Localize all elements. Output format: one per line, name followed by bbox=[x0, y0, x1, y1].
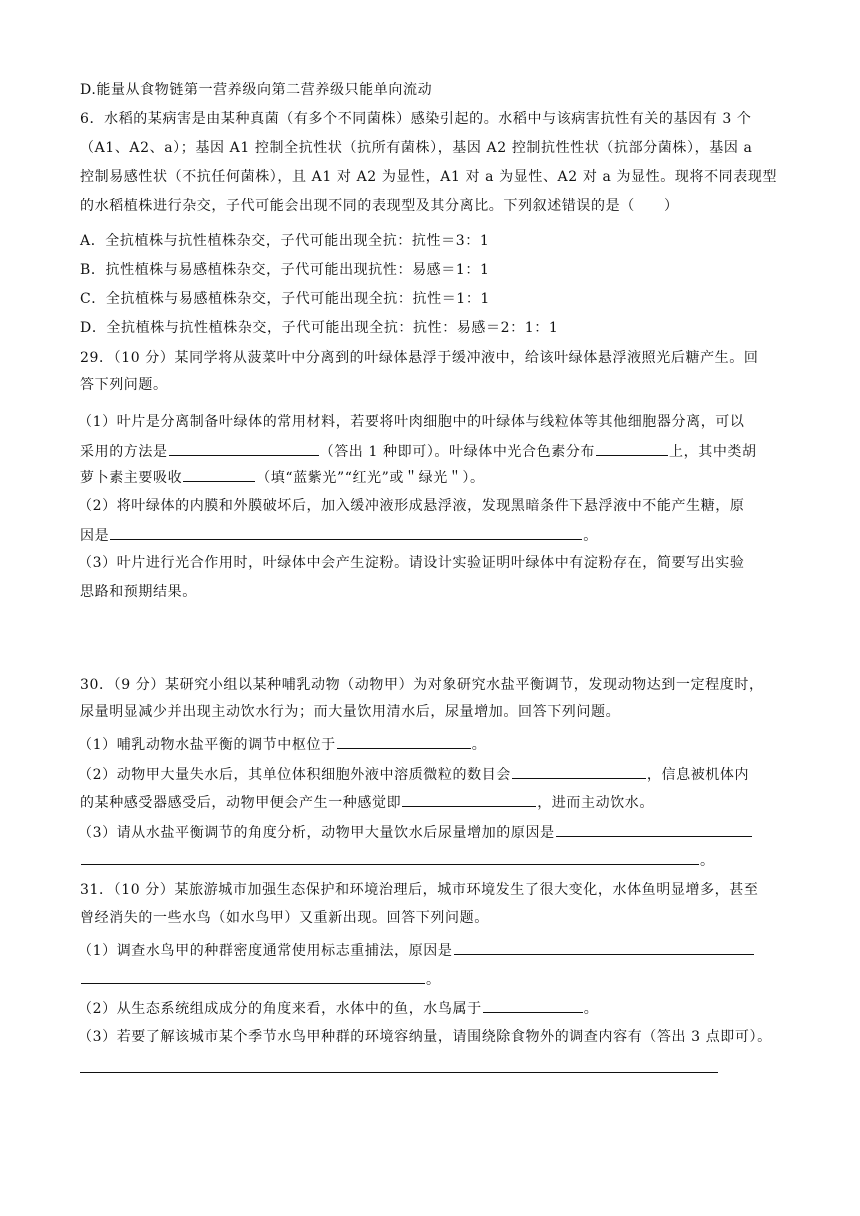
q29-part1-text: 采用的方法是 bbox=[80, 444, 168, 460]
answer-blank[interactable] bbox=[81, 968, 425, 984]
q30-part3-end: 。 bbox=[700, 853, 715, 869]
q31-part2-end: 。 bbox=[583, 1001, 599, 1017]
q6-option-c: C．全抗植株与易感植株杂交，子代可能出现全抗：抗性＝1：1 bbox=[80, 291, 490, 307]
q30-part2-line bbox=[78, 763, 749, 785]
answer-blank[interactable] bbox=[483, 997, 583, 1013]
q31-part1-text: （1）调查水鸟甲的种群密度通常使用标志重捕法，原因是 bbox=[78, 943, 453, 959]
q29-part1-line bbox=[80, 466, 485, 488]
q29-part2-end: 。 bbox=[583, 528, 598, 544]
q31-part3-line: （3）若要了解该城市某个季节水鸟甲种群的环境容纳量，请围绕除食物外的调查内容有（答出 3 点即可）。 bbox=[78, 1029, 772, 1045]
answer-blank[interactable] bbox=[337, 733, 471, 749]
q31-part1-line bbox=[78, 939, 755, 961]
q30-part1-text: （1）哺乳动物水盐平衡的调节中枢位于 bbox=[78, 737, 336, 753]
q29-part2-line: （2）将叶绿体的内膜和外膜破坏后，加入缓冲液形成悬浮液，发现黑暗条件下悬浮液中不能产生糖，原 bbox=[78, 498, 745, 514]
q6-option-b: B．抗性植株与易感植株杂交，子代可能出现抗性：易感＝1：1 bbox=[80, 262, 490, 278]
answer-blank[interactable] bbox=[110, 524, 582, 540]
q31-stem-line: 曾经消失的一些水鸟（如水鸟甲）又重新出现。回答下列问题。 bbox=[80, 910, 489, 926]
q29-part1-line bbox=[80, 440, 757, 462]
answer-blank[interactable] bbox=[402, 791, 536, 807]
q30-part1-end: 。 bbox=[471, 737, 487, 753]
q31-stem-line: 31．（10 分）某旅游城市加强生态保护和环境治理后，城市环境发生了很大变化，水体鱼明显增多，甚至 bbox=[80, 882, 759, 898]
q31-part2-text: （2）从生态系统组成成分的角度来看，水体中的鱼，水鸟属于 bbox=[78, 1001, 482, 1017]
answer-blank[interactable] bbox=[81, 849, 699, 865]
answer-blank[interactable] bbox=[556, 821, 752, 837]
q29-part1-text: 萝卜素主要吸收 bbox=[80, 470, 183, 486]
q29-part3-line: （3）叶片进行光合作用时，叶绿体中会产生淀粉。请设计实验证明叶绿体中有淀粉存在，简要写出实验 bbox=[78, 555, 745, 571]
q29-part1-text: （填“蓝紫光”“红光”或＂绿光＂）。 bbox=[256, 470, 485, 486]
answer-line[interactable] bbox=[80, 1072, 718, 1073]
q30-part2-text: 的某种感受器感受后，动物甲便会产生一种感觉即 bbox=[80, 795, 402, 811]
q6-stem-line: 6．水稻的某病害是由某种真菌（有多个不同菌株）感染引起的。水稻中与该病害抗性有关的基因有 3 个 bbox=[80, 111, 752, 127]
q31-part1-end: 。 bbox=[426, 972, 441, 988]
answer-blank[interactable] bbox=[183, 466, 255, 482]
q31-part2-line bbox=[78, 997, 598, 1019]
q30-stem-line: 30．（9 分）某研究小组以某种哺乳动物（动物甲）为对象研究水盐平衡调节，发现动物达到一定程度时， bbox=[80, 677, 764, 693]
q5-option-d: D.能量从食物链第一营养级向第二营养级只能单向流动 bbox=[80, 82, 433, 98]
q29-stem-line: 29．（10 分）某同学将从菠菜叶中分离到的叶绿体悬浮于缓冲液中，给该叶绿体悬浮液照光后糖产生。回 bbox=[80, 350, 759, 366]
q6-option-a: A．全抗植株与抗性植株杂交，子代可能出现全抗：抗性＝3：1 bbox=[80, 233, 490, 249]
q6-stem-line: （A1、A2、a）；基因 A1 控制全抗性状（抗所有菌株），基因 A2 控制抗性性状（抗部分菌株），基因 a bbox=[80, 140, 753, 156]
q6-option-d: D．全抗植株与抗性植株杂交，子代可能出现全抗：抗性：易感＝2：1：1 bbox=[80, 320, 559, 336]
q29-part1-text: （答出 1 种即可）。叶绿体中光合色素分布 bbox=[319, 444, 596, 460]
q30-part3-line bbox=[80, 849, 715, 871]
q30-part3-line bbox=[78, 821, 753, 843]
q30-part3-text: （3）请从水盐平衡调节的角度分析，动物甲大量饮水后尿量增加的原因是 bbox=[78, 825, 555, 841]
answer-blank[interactable] bbox=[169, 440, 319, 456]
q6-stem-line: 的水稻植株进行杂交，子代可能会出现不同的表现型及其分离比。下列叙述错误的是（ ） bbox=[80, 198, 679, 214]
q6-stem-line: 控制易感性状（不抗任何菌株），且 A1 对 A2 为显性，A1 对 a 为显性、A2 对 a 为显性。现将不同表现型 bbox=[80, 169, 778, 185]
answer-blank[interactable] bbox=[454, 939, 754, 955]
answer-blank[interactable] bbox=[512, 763, 646, 779]
q29-part1-line: （1）叶片是分离制备叶绿体的常用材料，若要将叶肉细胞中的叶绿体与线粒体等其他细胞器分离，可以 bbox=[78, 414, 745, 430]
q30-part2-text: ，信息被机体内 bbox=[646, 767, 750, 783]
q29-part2-text: 因是 bbox=[80, 528, 110, 544]
q30-part1-line bbox=[78, 733, 486, 755]
q29-part2-line bbox=[80, 524, 598, 546]
q29-part1-text: 上，其中类胡 bbox=[669, 444, 757, 460]
q30-part2-line bbox=[80, 791, 654, 813]
q30-stem-line: 尿量明显减少并出现主动饮水行为；而大量饮用清水后，尿量增加。回答下列问题。 bbox=[80, 704, 621, 720]
q29-stem-line: 答下列问题。 bbox=[80, 377, 168, 393]
q30-part2-text: （2）动物甲大量失水后，其单位体积细胞外液中溶质微粒的数目会 bbox=[78, 767, 511, 783]
q31-part1-line bbox=[80, 968, 441, 990]
answer-blank[interactable] bbox=[596, 440, 668, 456]
q30-part2-text: ，进而主动饮水。 bbox=[537, 795, 655, 811]
q29-part3-line: 思路和预期结果。 bbox=[80, 584, 197, 600]
